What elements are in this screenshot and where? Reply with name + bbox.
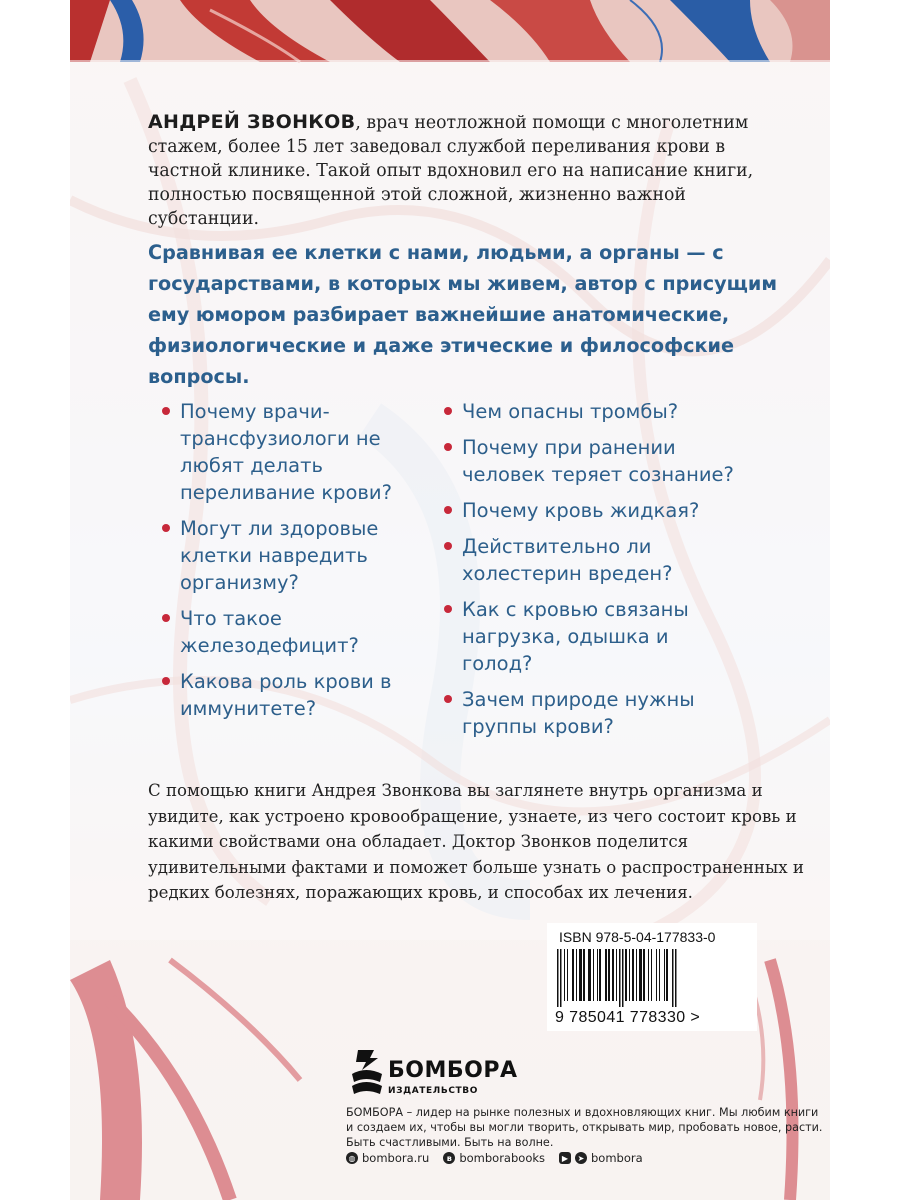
telegram-icon: ➤	[575, 1152, 587, 1164]
questions-right-column	[442, 398, 742, 749]
barcode-bar	[599, 949, 601, 1001]
question-item	[442, 398, 742, 425]
question-item	[442, 434, 742, 488]
barcode-bar	[636, 949, 637, 1001]
isbn-barcode-panel	[547, 923, 757, 1031]
barcode-bar	[625, 949, 627, 1001]
barcode-bar	[619, 949, 621, 1007]
publisher-name: БОМБОРА	[388, 1058, 518, 1083]
description-paragraph: С помощью книги Андрея Звонкова вы заглянете внутрь организма и увидите, как устроено кровообращение, узнаете, из чего состоит кровь и какими свойствами она обладает. Доктор Звонков поделится удивительными фактами и поможет больше узнать о распространенных и редких болезнях, поражающих кровь, и способах их лечения.	[148, 781, 804, 902]
barcode-bar	[675, 949, 677, 1007]
question-text: Что такое железодефицит?	[180, 607, 359, 657]
bullet-icon	[444, 695, 452, 703]
barcode-bar	[567, 949, 568, 1001]
barcode-bar	[597, 949, 598, 1001]
globe-icon: ◍	[346, 1152, 358, 1164]
barcode-bar	[588, 949, 591, 1001]
barcode-bar	[643, 949, 645, 1001]
isbn-label: ISBN 978-5-04-177833-0	[559, 929, 716, 945]
barcode-bar	[651, 949, 652, 1001]
barcode-bar	[659, 949, 660, 1001]
barcode-bar	[564, 949, 565, 1001]
barcode-bar	[560, 949, 562, 1007]
question-item	[160, 398, 420, 506]
bullet-icon	[162, 407, 170, 415]
barcode-bar	[572, 949, 574, 1001]
barcode-bar	[608, 949, 610, 1001]
question-text: Зачем природе нужны группы крови?	[462, 688, 695, 738]
barcode-bar	[648, 949, 649, 1001]
lead-paragraph: Сравнивая ее клетки с нами, людьми, а органы — с государствами, в которых мы живем, автор с присущим ему юмором разбирает важнейшие анатомические, физиологические и даже этические и философские вопросы.	[148, 241, 777, 388]
barcode-bar	[656, 949, 657, 1001]
youtube-icon: ▶	[559, 1152, 571, 1164]
barcode-bar	[632, 949, 634, 1001]
question-item	[442, 497, 742, 524]
barcode-bar	[629, 949, 630, 1001]
barcode-bar	[672, 949, 674, 1007]
vk-icon: в	[443, 1152, 455, 1164]
bullet-icon	[444, 443, 452, 451]
question-item	[160, 605, 420, 659]
social-link-vk[interactable]: в bomborabooks	[443, 1151, 545, 1165]
bullet-icon	[162, 614, 170, 622]
bullet-icon	[444, 506, 452, 514]
question-item	[442, 533, 742, 587]
bullet-icon	[162, 524, 170, 532]
question-text: Могут ли здоровые клетки навредить организму?	[180, 517, 379, 594]
publisher-logo	[350, 1048, 518, 1104]
barcode-bar	[622, 949, 624, 1007]
author-name: АНДРЕЙ ЗВОНКОВ	[148, 111, 356, 133]
barcode-bar	[664, 949, 665, 1001]
social-link-youtube-telegram[interactable]: ▶ ➤ bombora	[559, 1151, 643, 1165]
social-link-site[interactable]: ◍ bombora.ru	[346, 1151, 429, 1165]
barcode-bar	[579, 949, 582, 1001]
publisher-subtitle: ИЗДАТЕЛЬСТВО	[388, 1086, 478, 1096]
barcode-bar	[616, 949, 617, 1001]
barcode-bar	[583, 949, 585, 1001]
social-links	[346, 1151, 643, 1165]
question-text: Действительно ли холестерин вреден?	[462, 535, 673, 585]
question-text: Какова роль крови в иммунитете?	[180, 670, 392, 720]
barcode-bar	[605, 949, 607, 1001]
barcode-bar	[576, 949, 577, 1001]
author-paragraph	[148, 110, 788, 231]
question-text: Как с кровью связаны нагрузка, одышка и голод?	[462, 598, 689, 675]
barcode-bar	[666, 949, 668, 1001]
bullet-icon	[444, 605, 452, 613]
question-item	[442, 596, 742, 677]
question-text: Почему при ранении человек теряет сознание?	[462, 436, 734, 486]
question-text: Почему кровь жидкая?	[462, 499, 700, 522]
barcode-graphic	[555, 949, 749, 1007]
question-text: Почему врачи-трансфузиологи не любят делать переливание крови?	[180, 400, 392, 504]
question-item	[442, 686, 742, 740]
barcode-bar	[593, 949, 594, 1001]
author-bio: , врач неотложной помощи с многолетним стажем, более 15 лет заведовал службой переливания крови в частной клинике. Такой опыт вдохновил его на написание книги, полностью посвященной этой сложной, жизненно важной субстанции.	[148, 113, 754, 229]
barcode-bar	[557, 949, 559, 1007]
questions-left-column	[160, 398, 420, 731]
bullet-icon	[162, 677, 170, 685]
barcode-bar	[612, 949, 614, 1001]
question-item	[160, 668, 420, 722]
book-back-cover	[70, 0, 830, 1200]
bullet-icon	[444, 407, 452, 415]
bullet-icon	[444, 542, 452, 550]
publisher-tagline: БОМБОРА – лидер на рынке полезных и вдохновляющих книг. Мы любим книги и создаем их, чтобы вы могли творить, открывать мир, пробовать новое, расти. Быть счастливыми. Быть на волне.	[346, 1106, 823, 1149]
question-item	[160, 515, 420, 596]
barcode-bar	[639, 949, 642, 1001]
bombora-logo-icon	[350, 1048, 384, 1100]
barcode-digits: 9 785041 778330 >	[555, 1009, 701, 1026]
question-text: Чем опасны тромбы?	[462, 400, 679, 423]
